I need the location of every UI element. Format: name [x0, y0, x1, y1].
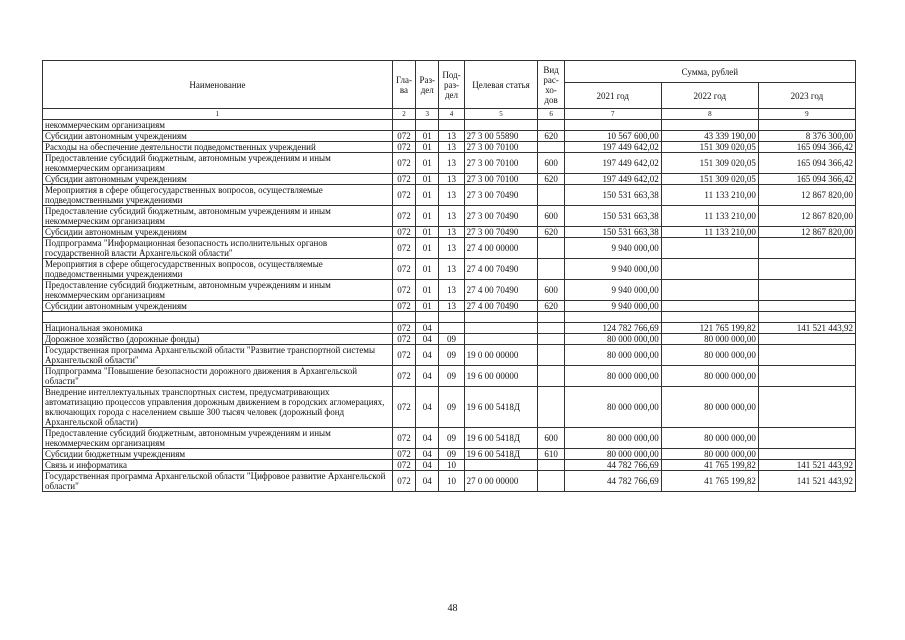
row-amount-2021: 80 000 000,00	[564, 449, 661, 460]
row-amount-2023	[758, 312, 855, 323]
table-row	[43, 120, 856, 131]
row-name: Связь и информатика	[43, 460, 393, 471]
row-amount-2021	[564, 120, 661, 131]
row-glava: 072	[392, 142, 415, 153]
row-amount-2022: 11 133 210,00	[661, 206, 758, 227]
header-glava: Гла- ва	[392, 61, 415, 109]
row-amount-2022	[661, 280, 758, 301]
table-row	[43, 312, 856, 323]
row-name: Государственная программа Архангельской области "Цифровое развитие Архангельской области"	[43, 471, 393, 492]
row-razdel: 04	[416, 345, 439, 366]
row-name: Предоставление субсидий бюджетным, автономным учреждениям и иным некоммерческим организациям	[43, 206, 393, 227]
row-name: Мероприятия в сфере общегосударственных вопросов, осуществляемые подведомственными учреждениями	[43, 185, 393, 206]
row-amount-2023	[758, 120, 855, 131]
table-row	[43, 227, 856, 238]
row-amount-2022	[661, 312, 758, 323]
header-2021: 2021 год	[564, 83, 661, 109]
column-number: 4	[439, 109, 464, 120]
row-razdel: 01	[416, 227, 439, 238]
row-amount-2021: 197 449 642,02	[564, 153, 661, 174]
row-podrazdel: 13	[439, 174, 464, 185]
row-vid	[538, 259, 564, 280]
row-amount-2022	[661, 238, 758, 259]
row-amount-2023	[758, 334, 855, 345]
row-razdel: 04	[416, 471, 439, 492]
table-row	[43, 185, 856, 206]
row-podrazdel: 09	[439, 345, 464, 366]
row-glava: 072	[392, 206, 415, 227]
row-target	[464, 120, 538, 131]
row-razdel: 01	[416, 174, 439, 185]
row-razdel: 04	[416, 428, 439, 449]
row-target: 27 4 00 70490	[464, 259, 538, 280]
row-amount-2022: 11 133 210,00	[661, 185, 758, 206]
row-podrazdel: 13	[439, 238, 464, 259]
row-amount-2023: 165 094 366,42	[758, 174, 855, 185]
table-row	[43, 280, 856, 301]
row-podrazdel: 13	[439, 142, 464, 153]
row-razdel: 04	[416, 366, 439, 387]
row-amount-2023	[758, 259, 855, 280]
row-amount-2023	[758, 301, 855, 312]
row-target: 19 6 00 00000	[464, 366, 538, 387]
row-glava: 072	[392, 259, 415, 280]
row-amount-2023	[758, 345, 855, 366]
row-name: Предоставление субсидий бюджетным, автономным учреждениям и иным некоммерческим организациям	[43, 153, 393, 174]
row-name: некоммерческим организациям	[43, 120, 393, 131]
column-number: 3	[416, 109, 439, 120]
row-amount-2021: 10 567 600,00	[564, 131, 661, 142]
row-vid	[538, 142, 564, 153]
column-number-row	[43, 109, 856, 120]
row-podrazdel: 09	[439, 366, 464, 387]
table-row	[43, 206, 856, 227]
row-vid	[538, 323, 564, 334]
row-glava	[392, 120, 415, 131]
row-glava: 072	[392, 334, 415, 345]
row-amount-2023	[758, 449, 855, 460]
row-amount-2023	[758, 238, 855, 259]
table-row	[43, 366, 856, 387]
row-target: 19 0 00 00000	[464, 345, 538, 366]
row-amount-2022	[661, 120, 758, 131]
row-vid: 620	[538, 174, 564, 185]
table-row	[43, 449, 856, 460]
row-vid	[538, 387, 564, 428]
row-name: Субсидии автономным учреждениям	[43, 227, 393, 238]
row-razdel: 01	[416, 153, 439, 174]
row-amount-2021: 80 000 000,00	[564, 366, 661, 387]
table-row	[43, 323, 856, 334]
row-glava: 072	[392, 366, 415, 387]
row-amount-2022: 80 000 000,00	[661, 387, 758, 428]
row-amount-2023	[758, 280, 855, 301]
row-target: 27 4 00 70490	[464, 280, 538, 301]
row-amount-2022: 80 000 000,00	[661, 428, 758, 449]
row-razdel: 04	[416, 387, 439, 428]
column-number: 9	[758, 109, 855, 120]
header-podrazdel: Под- раз- дел	[439, 61, 464, 109]
row-amount-2021: 80 000 000,00	[564, 428, 661, 449]
row-target: 27 3 00 70100	[464, 174, 538, 185]
row-amount-2022: 43 339 190,00	[661, 131, 758, 142]
row-amount-2021: 150 531 663,38	[564, 206, 661, 227]
row-target: 19 6 00 5418Д	[464, 449, 538, 460]
row-target: 19 6 00 5418Д	[464, 387, 538, 428]
row-glava	[392, 312, 415, 323]
row-podrazdel: 13	[439, 185, 464, 206]
row-vid: 600	[538, 206, 564, 227]
column-number: 5	[464, 109, 538, 120]
row-amount-2022: 121 765 199,82	[661, 323, 758, 334]
table-row	[43, 345, 856, 366]
row-glava: 072	[392, 238, 415, 259]
table-body	[43, 120, 856, 492]
row-target: 27 3 00 70490	[464, 185, 538, 206]
row-vid	[538, 185, 564, 206]
row-razdel: 01	[416, 206, 439, 227]
row-name: Подпрограмма "Повышение безопасности дорожного движения в Архангельской области"	[43, 366, 393, 387]
row-amount-2022	[661, 301, 758, 312]
row-glava: 072	[392, 449, 415, 460]
row-podrazdel: 13	[439, 227, 464, 238]
row-target: 27 0 00 00000	[464, 471, 538, 492]
row-target	[464, 323, 538, 334]
row-podrazdel: 13	[439, 259, 464, 280]
row-podrazdel	[439, 120, 464, 131]
row-target	[464, 334, 538, 345]
row-target: 27 4 00 00000	[464, 238, 538, 259]
row-razdel: 01	[416, 259, 439, 280]
row-amount-2021: 9 940 000,00	[564, 238, 661, 259]
row-amount-2021: 150 531 663,38	[564, 227, 661, 238]
row-glava: 072	[392, 460, 415, 471]
row-name: Предоставление субсидий бюджетным, автономным учреждениям и иным некоммерческим организациям	[43, 280, 393, 301]
row-amount-2021: 44 782 766,69	[564, 460, 661, 471]
column-number: 2	[392, 109, 415, 120]
row-name: Мероприятия в сфере общегосударственных вопросов, осуществляемые подведомственными учреждениями	[43, 259, 393, 280]
row-name: Расходы на обеспечение деятельности подведомственных учреждений	[43, 142, 393, 153]
row-glava: 072	[392, 280, 415, 301]
row-razdel: 04	[416, 323, 439, 334]
row-amount-2021: 150 531 663,38	[564, 185, 661, 206]
row-amount-2023: 12 867 820,00	[758, 227, 855, 238]
row-podrazdel: 09	[439, 428, 464, 449]
header-name: Наименование	[43, 61, 393, 109]
row-vid: 600	[538, 428, 564, 449]
row-amount-2021: 124 782 766,69	[564, 323, 661, 334]
row-name: Подпрограмма "Информационная безопасность исполнительных органов государственной власти Архангельской области"	[43, 238, 393, 259]
row-amount-2022: 41 765 199,82	[661, 460, 758, 471]
row-target: 27 3 00 70490	[464, 206, 538, 227]
table-row	[43, 142, 856, 153]
row-razdel: 01	[416, 185, 439, 206]
row-amount-2022: 80 000 000,00	[661, 449, 758, 460]
header-vid: Вид рас- хо- дов	[538, 61, 564, 109]
row-podrazdel: 10	[439, 460, 464, 471]
row-amount-2023: 141 521 443,92	[758, 471, 855, 492]
row-name: Субсидии автономным учреждениям	[43, 301, 393, 312]
row-amount-2022: 151 309 020,05	[661, 142, 758, 153]
row-podrazdel	[439, 312, 464, 323]
row-amount-2022: 80 000 000,00	[661, 345, 758, 366]
table-row	[43, 174, 856, 185]
row-podrazdel: 10	[439, 471, 464, 492]
row-amount-2023: 165 094 366,42	[758, 142, 855, 153]
row-vid	[538, 366, 564, 387]
table-row	[43, 387, 856, 428]
table-row	[43, 428, 856, 449]
row-amount-2021: 80 000 000,00	[564, 345, 661, 366]
row-razdel: 01	[416, 280, 439, 301]
row-razdel: 04	[416, 449, 439, 460]
row-razdel: 01	[416, 238, 439, 259]
header-razdel: Раз- дел	[416, 61, 439, 109]
row-amount-2023: 8 376 300,00	[758, 131, 855, 142]
row-glava: 072	[392, 471, 415, 492]
row-razdel	[416, 312, 439, 323]
row-glava: 072	[392, 301, 415, 312]
table-row	[43, 460, 856, 471]
row-amount-2021: 9 940 000,00	[564, 301, 661, 312]
header-2023: 2023 год	[758, 83, 855, 109]
row-amount-2023: 165 094 366,42	[758, 153, 855, 174]
table-row	[43, 334, 856, 345]
row-amount-2022	[661, 259, 758, 280]
row-glava: 072	[392, 323, 415, 334]
row-vid: 620	[538, 131, 564, 142]
header-2022: 2022 год	[661, 83, 758, 109]
row-target: 27 3 00 70100	[464, 142, 538, 153]
row-amount-2023: 141 521 443,92	[758, 460, 855, 471]
row-vid	[538, 238, 564, 259]
row-vid: 600	[538, 280, 564, 301]
row-razdel	[416, 120, 439, 131]
row-amount-2021	[564, 312, 661, 323]
table-row	[43, 238, 856, 259]
row-vid: 620	[538, 227, 564, 238]
row-target: 27 3 00 70100	[464, 153, 538, 174]
row-vid: 620	[538, 301, 564, 312]
row-amount-2023: 12 867 820,00	[758, 206, 855, 227]
row-vid	[538, 334, 564, 345]
row-glava: 072	[392, 185, 415, 206]
row-amount-2021: 197 449 642,02	[564, 174, 661, 185]
row-glava: 072	[392, 227, 415, 238]
row-glava: 072	[392, 174, 415, 185]
row-amount-2023	[758, 387, 855, 428]
table-row	[43, 471, 856, 492]
table-row	[43, 301, 856, 312]
row-amount-2022: 151 309 020,05	[661, 174, 758, 185]
row-name	[43, 312, 393, 323]
row-vid	[538, 471, 564, 492]
table-row	[43, 259, 856, 280]
row-name: Субсидии бюджетным учреждениям	[43, 449, 393, 460]
row-glava: 072	[392, 428, 415, 449]
row-razdel: 01	[416, 301, 439, 312]
row-amount-2022: 41 765 199,82	[661, 471, 758, 492]
row-name: Национальная экономика	[43, 323, 393, 334]
table-row	[43, 153, 856, 174]
row-name: Субсидии автономным учреждениям	[43, 174, 393, 185]
row-podrazdel: 13	[439, 301, 464, 312]
row-name: Субсидии автономным учреждениям	[43, 131, 393, 142]
row-amount-2023	[758, 428, 855, 449]
row-target: 27 3 00 55890	[464, 131, 538, 142]
row-amount-2021: 80 000 000,00	[564, 387, 661, 428]
row-glava: 072	[392, 345, 415, 366]
row-amount-2022: 151 309 020,05	[661, 153, 758, 174]
row-amount-2021: 44 782 766,69	[564, 471, 661, 492]
row-glava: 072	[392, 387, 415, 428]
row-vid	[538, 460, 564, 471]
column-number: 7	[564, 109, 661, 120]
row-name: Государственная программа Архангельской области "Развитие транспортной системы Архангельской области"	[43, 345, 393, 366]
row-vid: 600	[538, 153, 564, 174]
row-name: Предоставление субсидий бюджетным, автономным учреждениям и иным некоммерческим организациям	[43, 428, 393, 449]
row-podrazdel: 13	[439, 206, 464, 227]
row-name: Дорожное хозяйство (дорожные фонды)	[43, 334, 393, 345]
row-amount-2023: 141 521 443,92	[758, 323, 855, 334]
row-vid	[538, 345, 564, 366]
row-amount-2023: 12 867 820,00	[758, 185, 855, 206]
row-target	[464, 312, 538, 323]
row-amount-2022: 80 000 000,00	[661, 366, 758, 387]
table-row	[43, 131, 856, 142]
row-vid	[538, 312, 564, 323]
header-sum: Сумма, рублей	[564, 61, 855, 83]
row-razdel: 04	[416, 460, 439, 471]
column-number: 1	[43, 109, 393, 120]
row-razdel: 01	[416, 131, 439, 142]
row-target	[464, 460, 538, 471]
budget-table	[42, 60, 856, 492]
row-razdel: 01	[416, 142, 439, 153]
row-podrazdel: 13	[439, 131, 464, 142]
row-podrazdel: 13	[439, 153, 464, 174]
row-glava: 072	[392, 153, 415, 174]
header-target: Целевая статья	[464, 61, 538, 109]
row-target: 19 6 00 5418Д	[464, 428, 538, 449]
row-amount-2021: 80 000 000,00	[564, 334, 661, 345]
row-vid: 610	[538, 449, 564, 460]
row-podrazdel: 09	[439, 334, 464, 345]
row-amount-2022: 80 000 000,00	[661, 334, 758, 345]
row-glava: 072	[392, 131, 415, 142]
row-amount-2023	[758, 366, 855, 387]
row-podrazdel	[439, 323, 464, 334]
page-number: 48	[447, 603, 458, 614]
row-vid	[538, 120, 564, 131]
row-amount-2021: 9 940 000,00	[564, 280, 661, 301]
row-podrazdel: 09	[439, 387, 464, 428]
row-podrazdel: 09	[439, 449, 464, 460]
row-amount-2022: 11 133 210,00	[661, 227, 758, 238]
row-amount-2021: 197 449 642,02	[564, 142, 661, 153]
row-podrazdel: 13	[439, 280, 464, 301]
column-number: 6	[538, 109, 564, 120]
column-number: 8	[661, 109, 758, 120]
row-name: Внедрение интеллектуальных транспортных систем, предусматривающих автоматизацию процессов управления дорожным движением в городских агломерациях, включающих города с населением свыше 300 тысяч человек (дорожный фонд Архангельской области)	[43, 387, 393, 428]
row-target: 27 3 00 70490	[464, 227, 538, 238]
row-razdel: 04	[416, 334, 439, 345]
row-target: 27 4 00 70490	[464, 301, 538, 312]
row-amount-2021: 9 940 000,00	[564, 259, 661, 280]
